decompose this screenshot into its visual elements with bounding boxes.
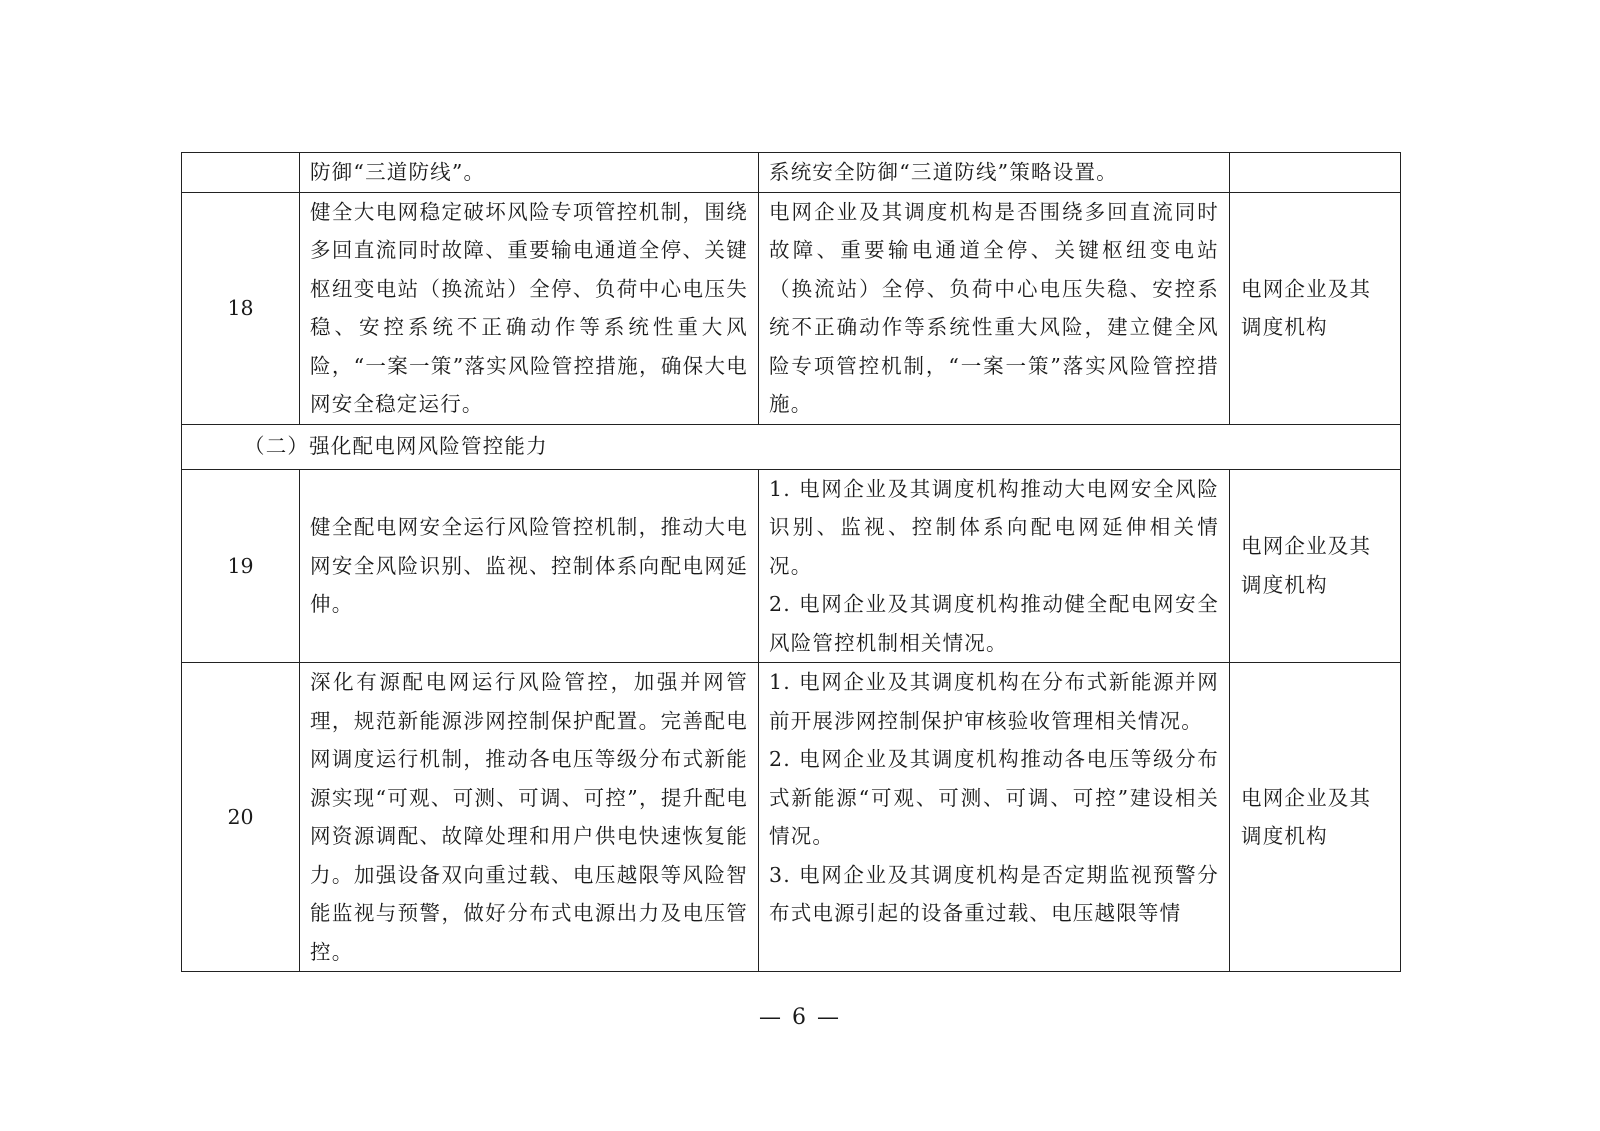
check-item: 2. 电网企业及其调度机构推动健全配电网安全风险管控机制相关情况。: [769, 592, 1219, 655]
responsible-cell: 电网企业及其调度机构: [1230, 469, 1401, 663]
table-row: [182, 663, 1401, 972]
check-item: 2. 电网企业及其调度机构推动各电压等级分布式新能源“可观、可测、可调、可控”建设相关情况。: [769, 747, 1219, 848]
check-item: 3. 电网企业及其调度机构是否定期监视预警分布式电源引起的设备重过载、电压越限等情: [769, 862, 1219, 925]
check-item: 1. 电网企业及其调度机构在分布式新能源并网前开展涉网控制保护审核验收管理相关情况。: [769, 670, 1219, 733]
page-number: — 6 —: [759, 1005, 841, 1030]
measure-cell: 健全大电网稳定破坏风险专项管控机制，围绕多回直流同时故障、重要输电通道全停、关键枢纽变电站（换流站）全停、负荷中心电压失稳、安控系统不正确动作等系统性重大风险，“一案一策”落实风险管控措施，确保大电网安全稳定运行。: [300, 192, 759, 424]
check-item: 系统安全防御“三道防线”策略设置。: [769, 160, 1118, 184]
responsible-cell: 电网企业及其调度机构: [1230, 663, 1401, 972]
table-row: [182, 192, 1401, 424]
row-number: 20: [182, 663, 300, 972]
check-items-cell: [759, 192, 1230, 424]
section-heading: （二）强化配电网风险管控能力: [182, 424, 1401, 469]
measure-cell: 防御“三道防线”。: [300, 153, 759, 193]
table-row: [182, 153, 1401, 193]
check-item: 1. 电网企业及其调度机构推动大电网安全风险识别、监视、控制体系向配电网延伸相关情况。: [769, 476, 1219, 578]
inspection-table: [181, 152, 1401, 972]
measure-cell: 健全配电网安全运行风险管控机制，推动大电网安全风险识别、监视、控制体系向配电网延伸。: [300, 469, 759, 663]
check-item: 电网企业及其调度机构是否围绕多回直流同时故障、重要输电通道全停、关键枢纽变电站（换流站）全停、负荷中心电压失稳、安控系统不正确动作等系统性重大风险，建立健全风险专项管控机制，“一案一策”落实风险管控措施。: [769, 199, 1219, 416]
row-number: 19: [182, 469, 300, 663]
check-items-cell: [759, 663, 1230, 972]
table-row: [182, 469, 1401, 663]
section-row: [182, 424, 1401, 469]
row-number: [182, 153, 300, 193]
row-number: 18: [182, 192, 300, 424]
check-items-cell: [759, 469, 1230, 663]
responsible-cell: [1230, 153, 1401, 193]
check-items-cell: [759, 153, 1230, 193]
measure-cell: 深化有源配电网运行风险管控，加强并网管理，规范新能源涉网控制保护配置。完善配电网调度运行机制，推动各电压等级分布式新能源实现“可观、可测、可调、可控”，提升配电网资源调配、故障处理和用户供电快速恢复能力。加强设备双向重过载、电压越限等风险智能监视与预警，做好分布式电源出力及电压管控。: [300, 663, 759, 972]
responsible-cell: 电网企业及其调度机构: [1230, 192, 1401, 424]
